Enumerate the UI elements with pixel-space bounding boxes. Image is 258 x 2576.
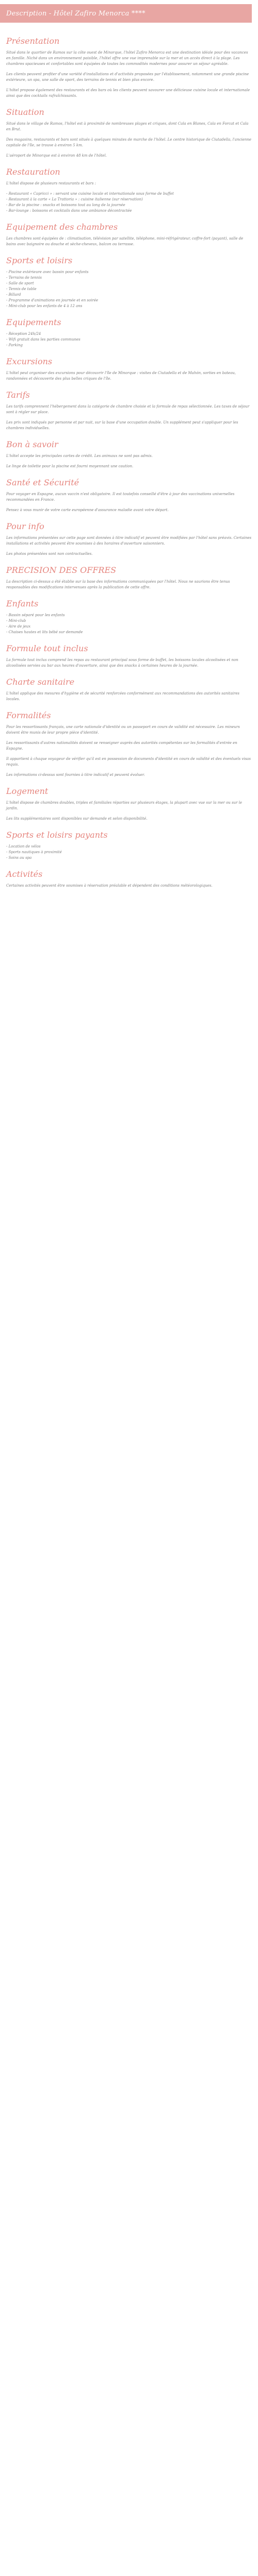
section-title-equipement-chambre: Equipement des chambres [6,222,118,232]
paragraph: L'aéroport de Minorque est à environ 48 km de l'hôtel. [6,154,107,158]
paragraph: Certaines activités peuvent être soumises à réservation préalable et dépendent des conditions météorologiques. [6,884,213,888]
paragraph: L'hôtel propose également des restaurants et des bars où les clients peuvent savourer une délicieuse cuisine locale et internationale ainsi que des cocktails rafraîchissants. [6,88,250,98]
list-equipements [6,331,252,348]
paragraph: Les informations présentées sur cette page sont données à titre indicatif et peuvent être modifiées par l'hôtel sans préavis. Certaines installations et activités peuvent être soumises à des horaires d'ouverture saisonniers. [6,536,252,546]
section-title-excursions: Excursions [6,357,53,366]
paragraph: L'hôtel peut organiser des excursions pour découvrir l'île de Minorque : visites de Ciutadella et de Mahón, sorties en bateau, randonnées et découverte des plus belles criques de l'île. [6,371,236,381]
section-title-activites-footer: Activités [6,869,43,879]
section-title-precisions: PRECISION DES OFFRES [6,565,117,575]
paragraph: L'hôtel dispose de plusieurs restaurants et bars : [6,181,96,185]
header-bar [0,4,252,23]
paragraph: Il appartient à chaque voyageur de vérifier qu'il est en possession de documents d'identité en cours de validité et des éventuels visas requis. [6,757,251,767]
list-item: - Soins au spa [6,856,32,860]
list-item: - Chaises hautes et lits bébé sur demande [6,630,83,634]
list-item: - Bar de la piscine : snacks et boissons tout au long de la journée [6,203,125,207]
list-restauration [6,191,252,214]
paragraph: Pour voyager en Espagne, aucun vaccin n'est obligatoire. Il est toutefois conseillé d'être à jour des vaccinations universelles recommandées en France. [6,492,235,502]
section-title-sanitaire: Charte sanitaire [6,677,75,687]
list-item: - Restaurant à la carte « La Trattoria » : cuisine italienne (sur réservation) [6,197,143,201]
list-enfants [6,613,252,635]
list-item: - Mini-club [6,619,26,623]
paragraph: Situé dans le village de Ramos, l'hôtel est à proximité de nombreuses plages et criques, dont Cala en Blanes, Cala en Forcat et Cala en Brut. [6,122,249,131]
paragraph: Les ressortissants d'autres nationalités doivent se renseigner auprès des autorités compétentes sur les formalités d'entrée en Espagne. [6,741,237,751]
paragraph: Les photos présentées sont non contractuelles. [6,552,93,556]
paragraph: Situé dans le quartier de Ramos sur la côte ouest de Minorque, l'hôtel Zafiro Menorca est une destination idéale pour des vacances en famille. Niché dans un environnement paisible, l'hôtel offre une vue imprenable sur la mer et un accès direct à la plage. Les chambres spacieuses et confortables sont équipées de toutes les commodités modernes pour assurer un séjour agréable. [6,50,248,66]
paragraph: Des magasins, restaurants et bars sont situés à quelques minutes de marche de l'hôtel. Le centre historique de Ciutadella, l'ancienne capitale de l'île, se trouve à environ 5 km. [6,138,252,147]
paragraph: L'hôtel applique des mesures d'hygiène et de sécurité renforcées conformément aux recommandations des autorités sanitaires locales. [6,691,239,701]
paragraph: Le linge de toilette pour la piscine est fourni moyennant une caution. [6,464,134,468]
section-title-bon-a-savoir: Bon à savoir [6,439,58,449]
paragraph: L'hôtel accepte les principales cartes de crédit. Les animaux ne sont pas admis. [6,454,153,458]
section-title-logement: Logement [6,786,49,796]
paragraph: Les chambres sont équipées de : climatisation, télévision par satellite, téléphone, mini-réfrigérateur, coffre-fort (payant), salle de bains avec baignoire ou douche et sèche-cheveux, balcon ou terrasse. [6,236,244,246]
section-title-pour-info: Pour info [6,521,44,531]
section-title-equipements: Equipements [6,317,61,327]
section-title-situation: Situation [6,107,44,117]
content [0,23,258,904]
list-item: - Parking [6,343,23,347]
section-title-presentation: Présentation [6,36,60,46]
list-item: - Location de vélos [6,844,41,849]
paragraph: La formule tout inclus comprend les repas au restaurant principal sous forme de buffet, les boissons locales alcoolisées et non alcoolisées servies au bar aux heures d'ouverture, ainsi que des snacks à certaines heures de la journée. [6,658,238,668]
page [0,4,258,904]
paragraph: Pour les ressortissants français, une carte nationale d'identité ou un passeport en cours de validité est nécessaire. Les mineurs doivent être munis de leur propre pièce d'identité. [6,725,240,735]
list-item: - Billard [6,293,21,297]
paragraph: Les informations ci-dessus sont fournies à titre indicatif et peuvent évoluer. [6,773,145,777]
list-item: - Bar-lounge : boissons et cocktails dans une ambiance décontractée [6,209,132,213]
list-item: - Réception 24h/24 [6,332,41,336]
section-title-enfants: Enfants [6,599,39,608]
list-loisirs-payants [6,844,252,861]
list-item: - Terrains de tennis [6,276,42,280]
paragraph: Les prix sont indiqués par personne et par nuit, sur la base d'une occupation double. Un supplément peut s'appliquer pour les chambres individuelles. [6,420,238,430]
list-item: - Wifi gratuit dans les parties communes [6,337,80,342]
paragraph: La description ci-dessus a été établie sur la base des informations communiquées par l'hôtel. Nous ne saurions être tenus responsables des modifications intervenues après la publication de cette offre. [6,580,230,589]
section-title-tarifs: Tarifs [6,390,30,400]
section-title-activites: Sports et loisirs [6,256,73,265]
section-title-sante: Santé et Sécurité [6,478,79,487]
paragraph: Les clients peuvent profiter d'une variété d'installations et d'activités proposées par l'établissement, notamment une grande piscine extérieure, un spa, une salle de sport, des terrains de tennis et bien plus encore. [6,72,249,82]
list-item: - Programme d'animations en journée et en soirée [6,298,99,302]
section-title-restauration: Restauration [6,167,60,177]
list-item: - Piscine extérieure avec bassin pour enfants [6,270,89,274]
paragraph: L'hôtel dispose de chambres doubles, triples et familiales réparties sur plusieurs étages, la plupart avec vue sur la mer ou sur le jardin. [6,801,243,810]
paragraph: Pensez à vous munir de votre carte européenne d'assurance maladie avant votre départ. [6,508,169,512]
list-activites [6,269,252,309]
list-item: - Bassin séparé pour les enfants [6,613,65,617]
paragraph: Les lits supplémentaires sont disponibles sur demande et selon disponibilité. [6,817,148,821]
page-title: Description - Hôtel Zafiro Menorca **** [6,9,146,18]
section-title-loisirs-payants: Sports et loisirs payants [6,830,108,840]
list-item: - Salle de sport [6,281,34,285]
list-item: - Mini-club pour les enfants de 4 à 12 ans [6,304,83,308]
list-item: - Tennis de table [6,287,37,291]
list-item: - Sports nautiques à proximité [6,850,62,854]
paragraph: Les tarifs comprennent l'hébergement dans la catégorie de chambre choisie et la formule de repas sélectionnée. Les taxes de séjour sont à régler sur place. [6,404,250,414]
section-title-formalites: Formalités [6,710,51,720]
list-item: - Aire de jeux [6,624,31,629]
section-title-formule: Formule tout inclus [6,643,88,653]
list-item: - Restaurant « Capricci » : servant une cuisine locale et internationale sous forme de buffet [6,192,174,196]
